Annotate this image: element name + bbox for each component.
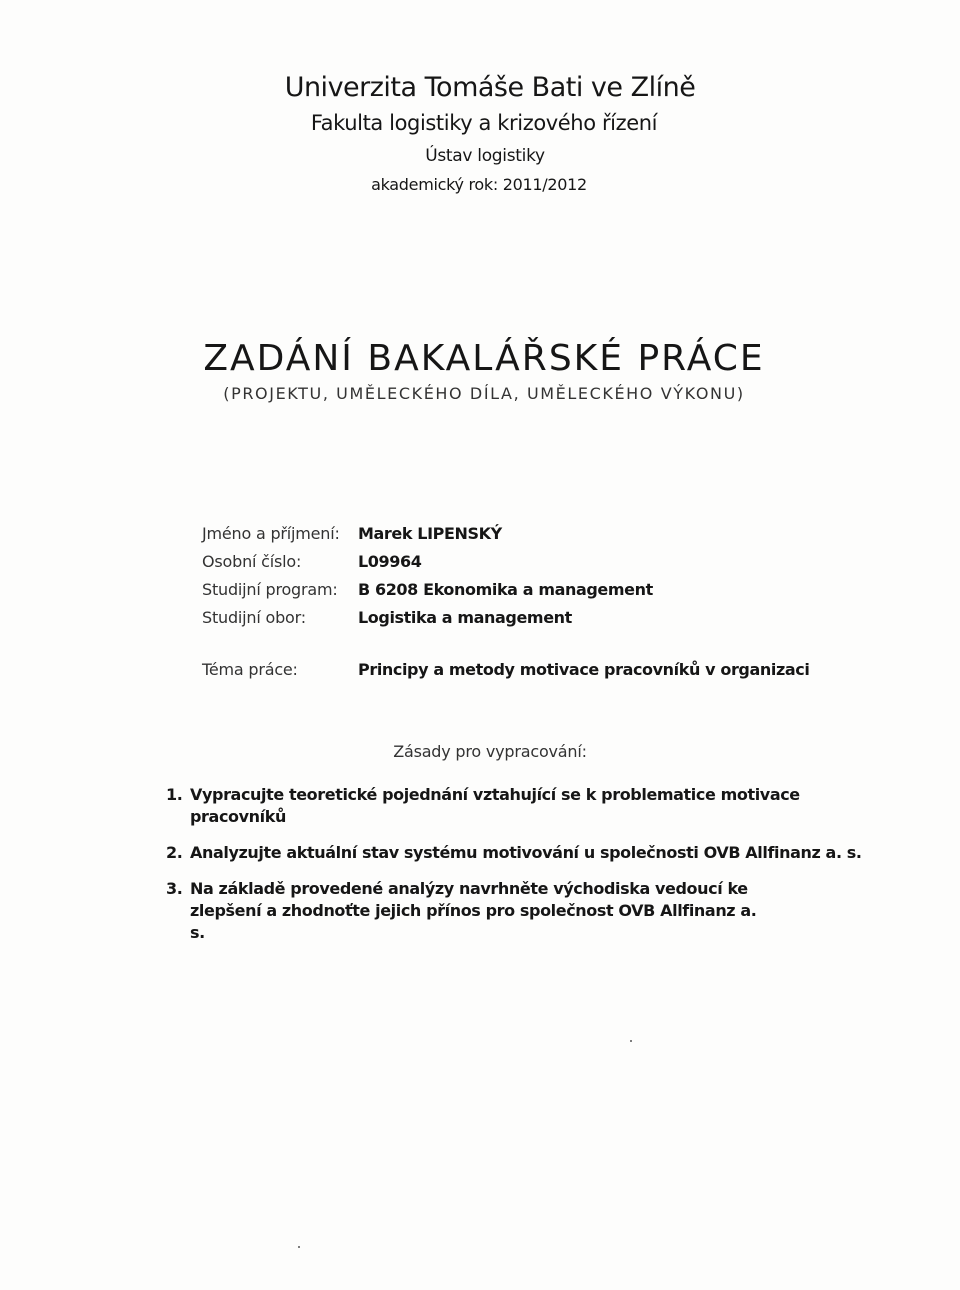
list-item-text: Vypracujte teoretické pojednání vztahující se k problematice motivace pracovníků xyxy=(190,785,800,826)
faculty-name: Fakulta logistiky a krizového řízení xyxy=(310,111,658,135)
info-value: B 6208 Ekonomika a management xyxy=(358,580,653,599)
student-info xyxy=(202,520,653,632)
academic-year: akademický rok: 2011/2012 xyxy=(371,175,587,194)
list-item xyxy=(166,784,866,828)
university-name: Univerzita Tomáše Bati ve Zlíně xyxy=(284,72,696,103)
thesis-topic xyxy=(202,656,809,684)
scan-speck xyxy=(298,1246,300,1248)
scan-speck xyxy=(630,1040,632,1042)
list-item xyxy=(166,878,776,944)
principles-list xyxy=(166,784,866,958)
info-row-personal-number xyxy=(202,548,653,576)
info-label: Studijní program: xyxy=(202,580,338,599)
info-row-name xyxy=(202,520,653,548)
principles-heading: Zásady pro vypracování: xyxy=(393,742,587,761)
title-block xyxy=(0,336,960,406)
document-subtitle: (PROJEKTU, UMĚLECKÉHO DÍLA, UMĚLECKÉHO VÝKONU) xyxy=(223,384,745,403)
info-value: Marek LIPENSKÝ xyxy=(358,524,502,543)
document-title: ZADÁNÍ BAKALÁŘSKÉ PRÁCE xyxy=(203,338,765,379)
document-header xyxy=(0,70,960,198)
list-item-number: 1. xyxy=(166,785,183,804)
info-label: Studijní obor: xyxy=(202,608,306,627)
list-item-number: 3. xyxy=(166,879,183,898)
info-row-field xyxy=(202,604,653,632)
list-item-number: 2. xyxy=(166,843,183,862)
institute-name: Ústav logistiky xyxy=(425,146,545,166)
list-item xyxy=(166,842,866,864)
info-label: Osobní číslo: xyxy=(202,552,302,571)
info-row-program xyxy=(202,576,653,604)
topic-value: Principy a metody motivace pracovníků v organizaci xyxy=(358,660,810,679)
info-value: L09964 xyxy=(358,552,422,571)
info-value: Logistika a management xyxy=(358,608,572,627)
info-label: Jméno a příjmení: xyxy=(202,524,340,543)
list-item-text: Na základě provedené analýzy navrhněte východiska vedoucí ke zlepšení a zhodnoťte jejich přínos pro společnost OVB Allfinanz a. s. xyxy=(190,879,757,942)
topic-label: Téma práce: xyxy=(202,660,298,679)
list-item-text: Analyzujte aktuální stav systému motivování u společnosti OVB Allfinanz a. s. xyxy=(190,843,862,862)
